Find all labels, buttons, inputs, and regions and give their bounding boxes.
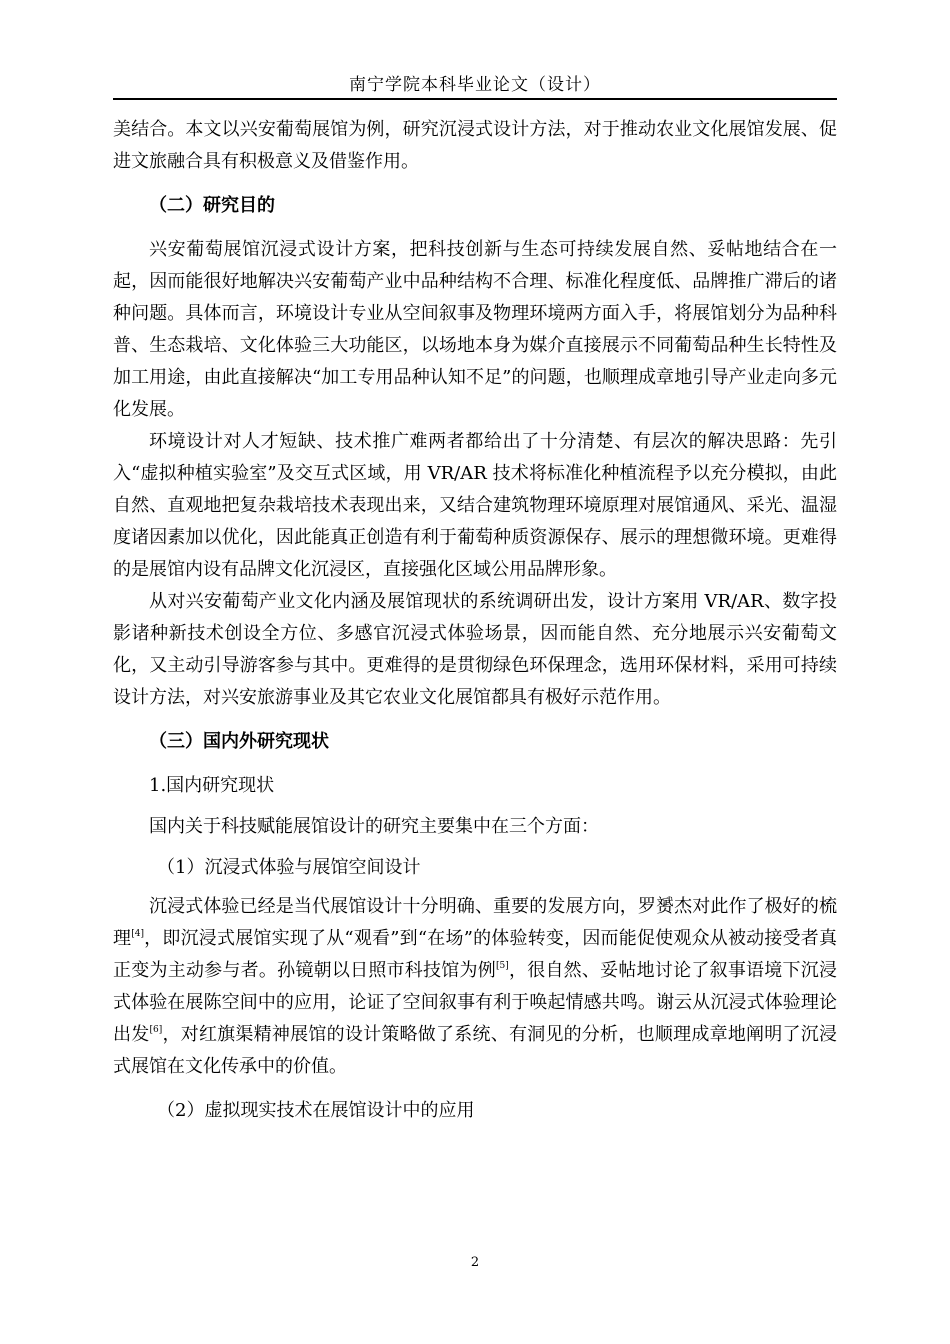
text-segment: ，很自然、妥帖地讨论了叙事语境下沉浸式体验在展陈空间中的应用，论证了空间叙事有利于唤起情感共鸣。谢云从沉浸式体验理论出发 (113, 960, 838, 1045)
item-heading-vr: （2）虚拟现实技术在展馆设计中的应用 (157, 1100, 475, 1121)
running-header: 南宁学院本科毕业论文（设计） (349, 75, 601, 95)
page-number: 2 (470, 1255, 480, 1270)
header-rule (113, 98, 837, 100)
text-segment: ，即沉浸式展馆实现了从“观看”到“在场”的体验转变，因而能促使观众从被动接受者真正变为主动参与者。孙镜朝以日照市科技馆为例 (113, 928, 838, 981)
text-segment: ，对红旗渠精神展馆的设计策略做了系统、有洞见的分析，也顺理成章地阐明了沉浸式展馆在文化传承中的价值。 (113, 1024, 838, 1077)
citation-ref: [6] (149, 1025, 163, 1035)
paragraph-immersive-review (113, 891, 837, 1083)
paragraph-purpose-1: 兴安葡萄展馆沉浸式设计方案，把科技创新与生态可持续发展自然、妥帖地结合在一起，因而能很好地解决兴安葡萄产业中品种结构不合理、标准化程度低、品牌推广滞后的诸种问题。具体而言，环境设计专业从空间叙事及物理环境两方面入手，将展馆划分为品种科普、生态栽培、文化体验三大功能区，以场地本身为媒介直接展示不同葡萄品种生长特性及加工用途，由此直接解决“加工专用品种认知不足”的问题，也顺理成章地引导产业走向多元化发展。 (113, 239, 837, 420)
section-heading-research-status: （三）国内外研究现状 (149, 731, 329, 752)
paragraph-intro-tail: 美结合。本文以兴安葡萄展馆为例，研究沉浸式设计方法，对于推动农业文化展馆发展、促进文旅融合具有积极意义及借鉴作用。 (113, 119, 837, 172)
citation-ref: [4] (131, 929, 144, 939)
page-body (113, 114, 837, 1134)
item-heading-immersive: （1）沉浸式体验与展馆空间设计 (157, 857, 421, 878)
paragraph-purpose-3: 从对兴安葡萄产业文化内涵及展馆现状的系统调研出发，设计方案用 VR/AR、数字投影诸种新技术创设全方位、多感官沉浸式体验场景，因而能自然、充分地展示兴安葡萄文化，又主动引导游客参与其中。更难得的是贯彻绿色环保理念，选用环保材料，采用可持续设计方法，对兴安旅游事业及其它农业文化展馆都具有极好示范作用。 (113, 591, 837, 708)
text-segment: 沉浸式体验已经是当代展馆设计十分明确、重要的发展方向，罗赟杰对此作了极好的梳理 (113, 896, 837, 949)
subsection-heading-domestic: 1.国内研究现状 (149, 775, 275, 796)
paragraph-purpose-2: 环境设计对人才短缺、技术推广难两者都给出了十分清楚、有层次的解决思路：先引入“虚拟种植实验室”及交互式区域，用 VR/AR 技术将标准化种植流程予以充分模拟，由此自然、直观地把复杂栽培技术表现出来，又结合建筑物理环境原理对展馆通风、采光、温湿度诸因素加以优化，因此能真正创造有利于葡萄种质资源保存、展示的理想微环境。更难得的是展馆内设有品牌文化沉浸区，直接强化区域公用品牌形象。 (113, 431, 837, 580)
section-heading-research-purpose: （二）研究目的 (149, 195, 275, 216)
paragraph-domestic-intro: 国内关于科技赋能展馆设计的研究主要集中在三个方面： (149, 816, 599, 837)
citation-ref: [5] (495, 961, 509, 971)
